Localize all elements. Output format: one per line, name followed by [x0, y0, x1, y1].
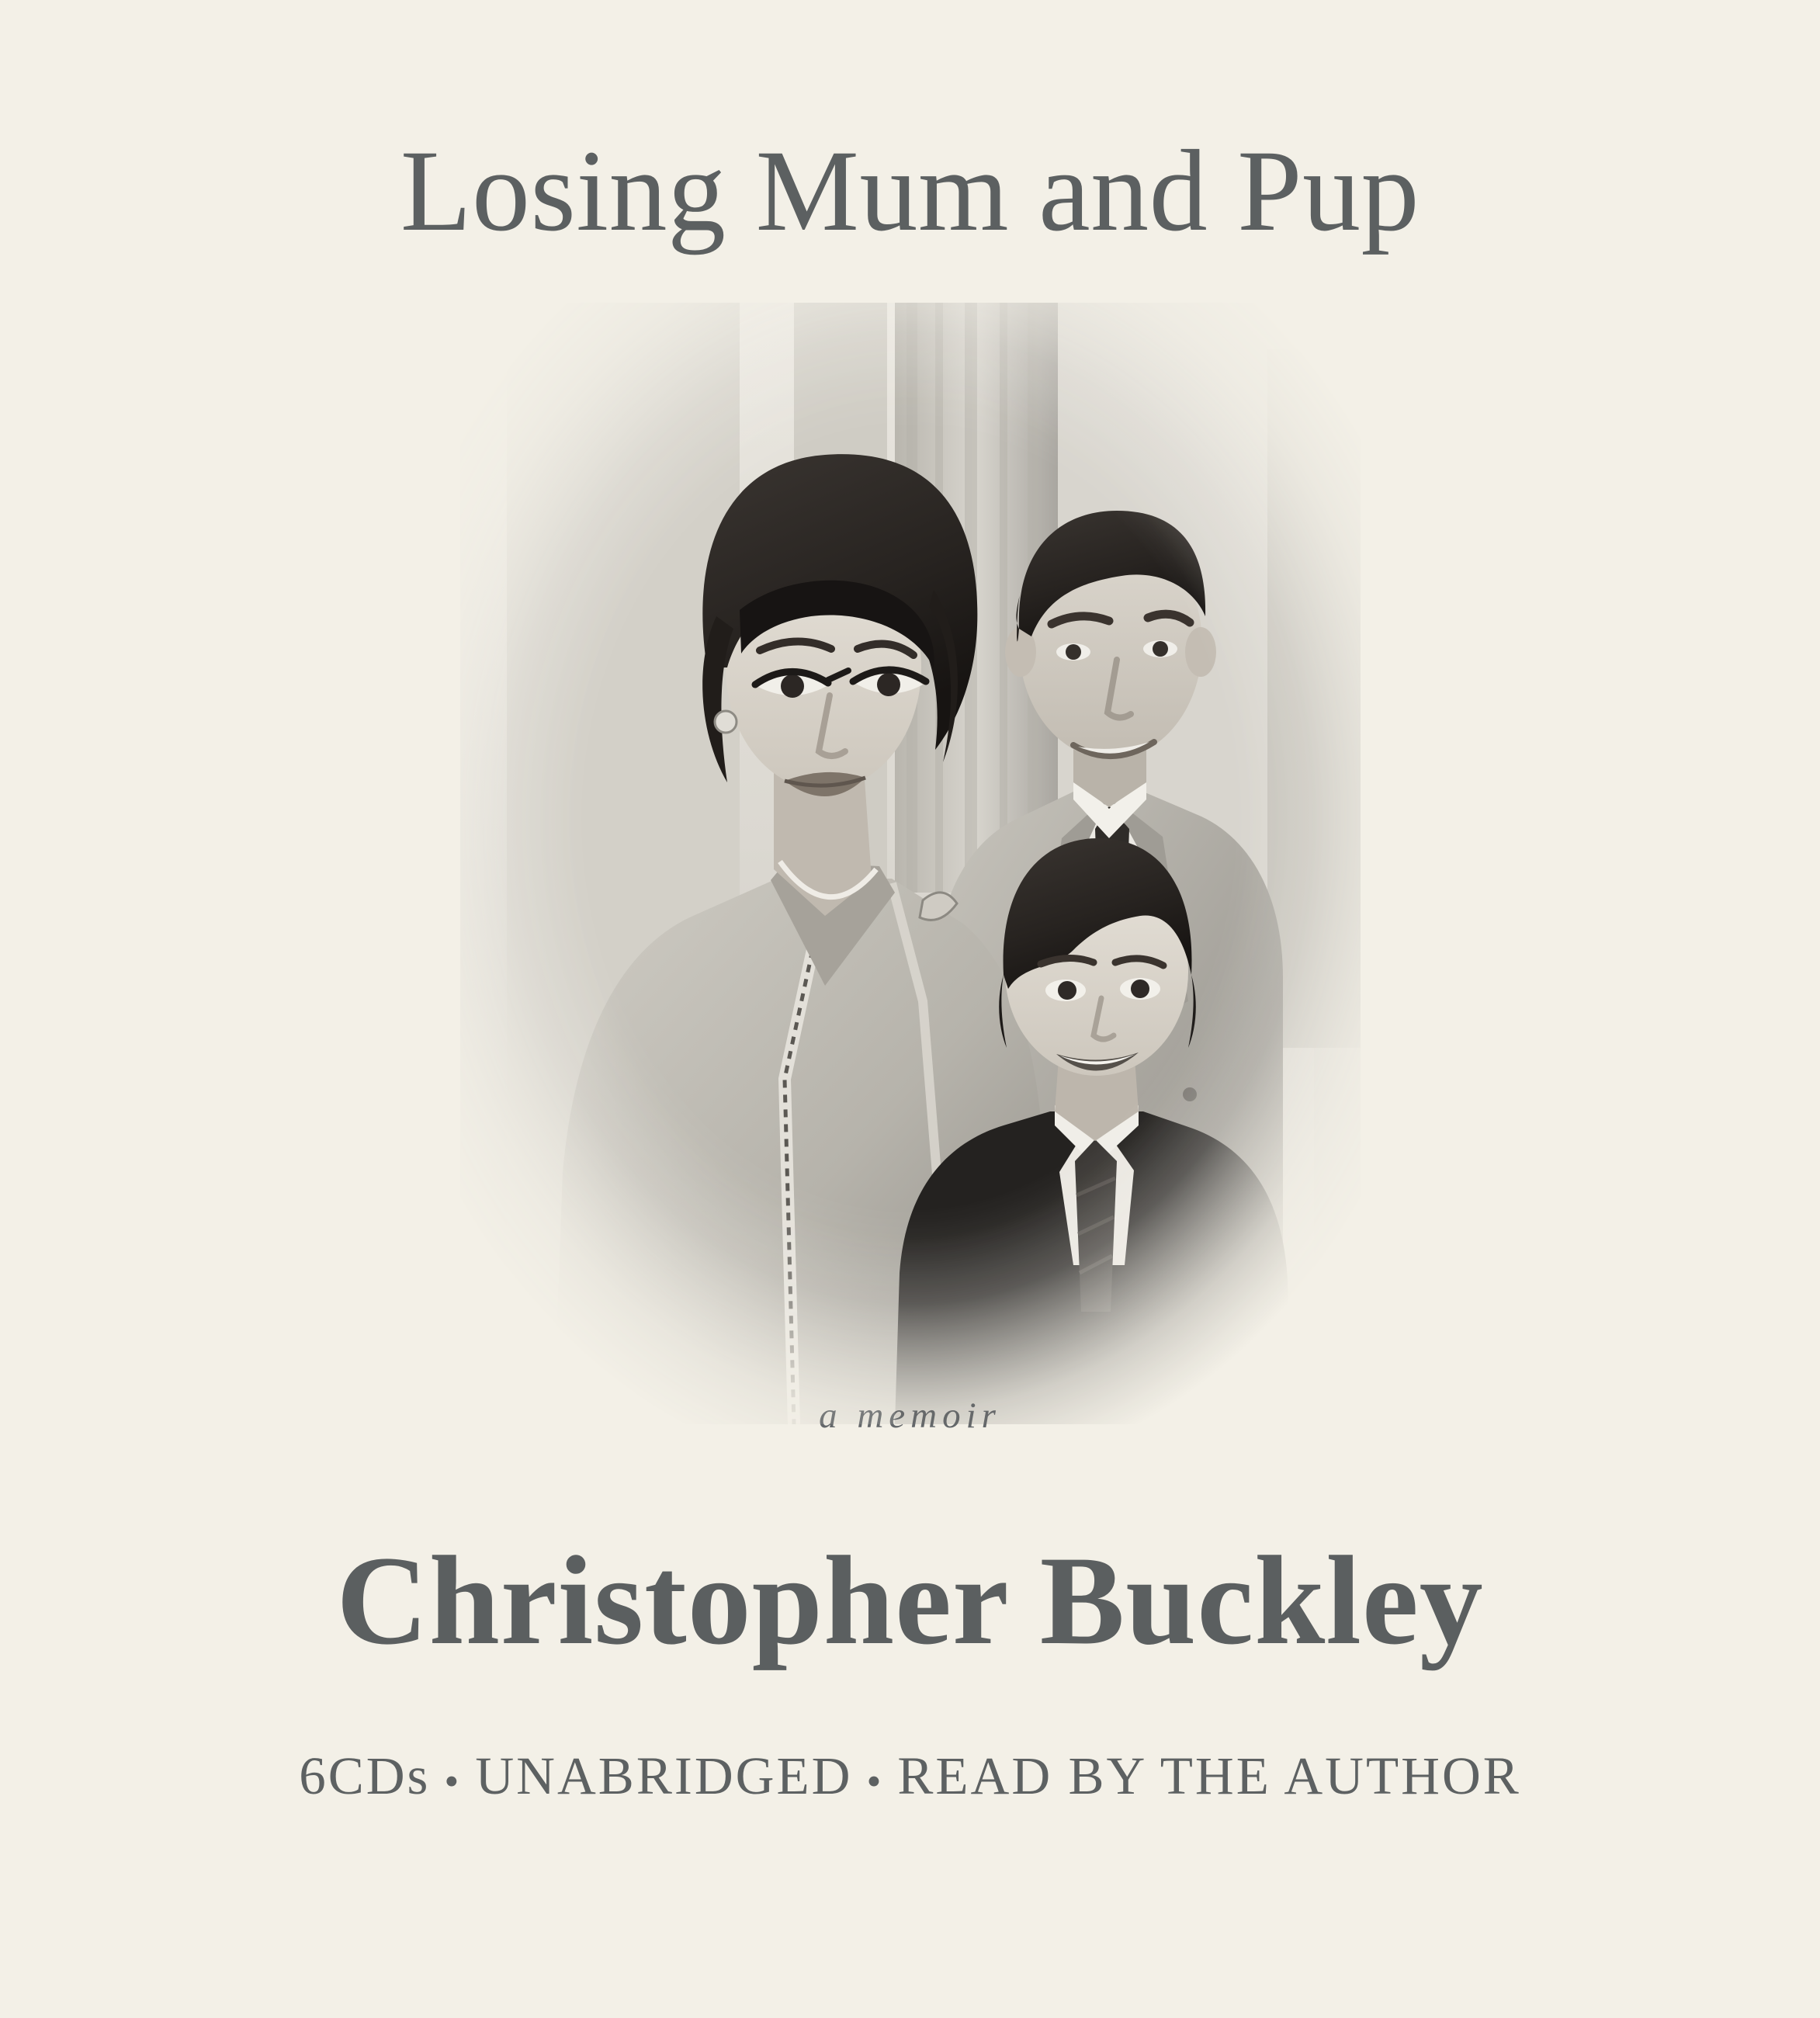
disc-count: 6CDs — [299, 1746, 431, 1805]
author-name: Christopher Buckley — [336, 1530, 1484, 1671]
page-title: Losing Mum and Pup — [400, 127, 1420, 255]
separator-dot-1: • — [444, 1757, 462, 1805]
separator-dot-2: • — [866, 1757, 884, 1805]
narration-label: READ BY THE AUTHOR — [897, 1746, 1521, 1805]
family-portrait-photo — [460, 303, 1361, 1424]
format-line — [299, 1746, 1521, 1807]
edition-label: UNABRIDGED — [475, 1746, 853, 1805]
cover-photo-container — [460, 303, 1361, 1424]
